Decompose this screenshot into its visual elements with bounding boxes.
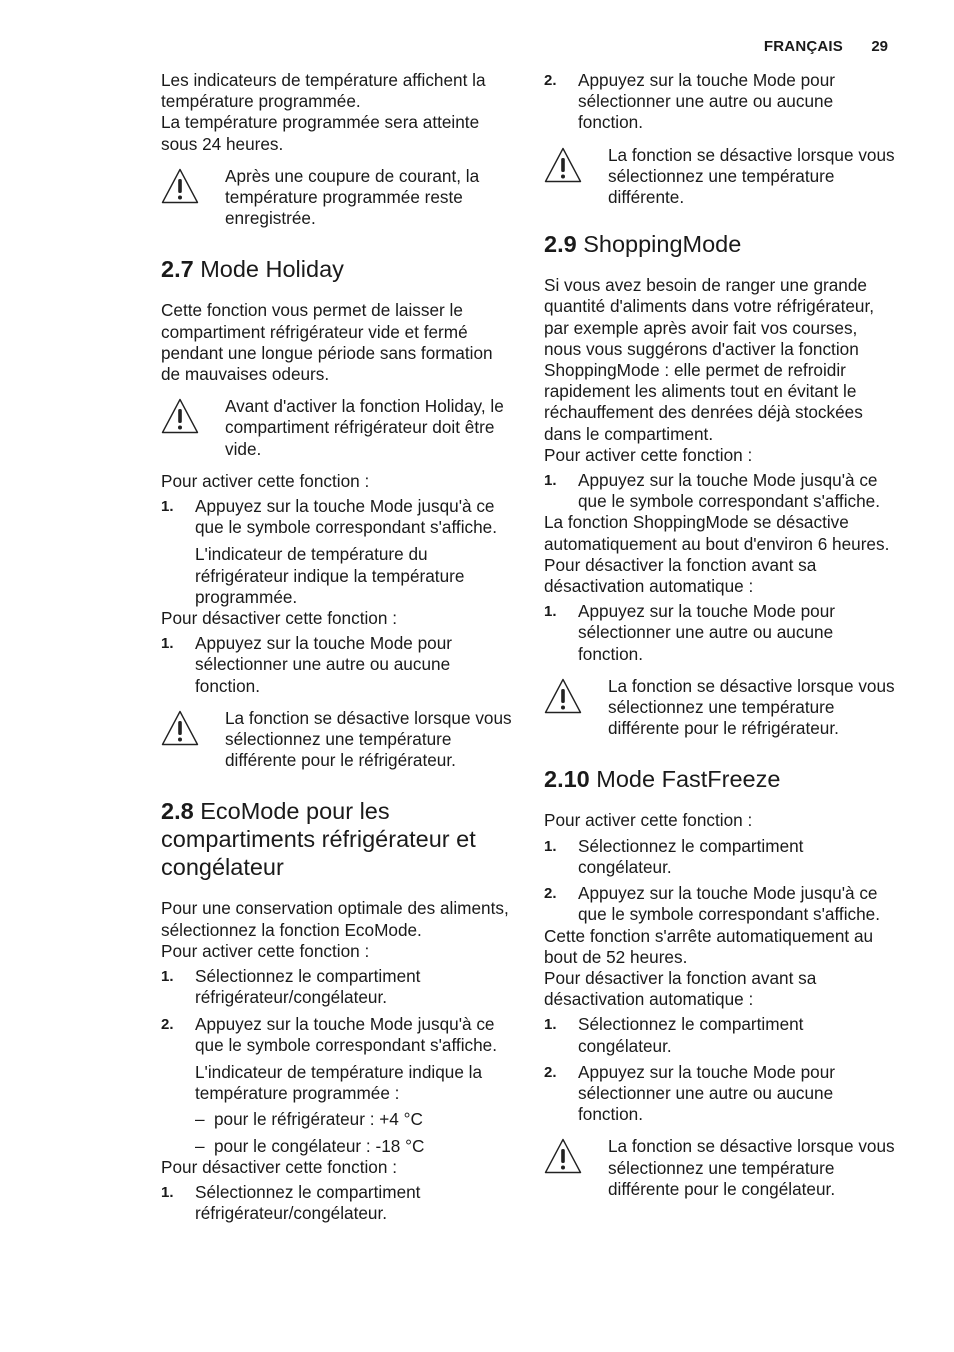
step-text: Sélectionnez le compartiment réfrigérateur/congélateur. (195, 966, 421, 1008)
dash-mark: – (195, 1109, 205, 1130)
intro-paragraph-1: Les indicateurs de température affichent la température programmée. (161, 70, 486, 112)
list-item (544, 836, 898, 878)
activate-label: Pour activer cette fonction : (161, 470, 370, 491)
warning-text: Avant d'activer la fonction Holiday, le compartiment réfrigérateur doit être vide. (225, 396, 504, 459)
deactivate-label: Pour désactiver la fonction avant sa désactivation automatique : (544, 554, 817, 597)
deactivate-steps (161, 1182, 515, 1224)
step-number: 1. (544, 1016, 557, 1034)
section-heading-2-7 (161, 255, 515, 283)
dash-text: pour le réfrigérateur : +4 °C (214, 1109, 423, 1130)
warning-triangle-icon (544, 1138, 582, 1174)
warning-box (544, 676, 898, 740)
deactivate-label: Pour désactiver cette fonction : (161, 608, 397, 629)
section-title: EcoMode pour les compartiments réfrigérateur et congélateur (161, 798, 476, 881)
list-item (544, 1014, 898, 1056)
activate-steps (544, 470, 898, 512)
warning-triangle-icon (161, 168, 199, 204)
dash-item (195, 1109, 515, 1130)
step-number: 1. (161, 635, 174, 653)
section-paragraph: Si vous avez besoin de ranger une grande quantité d'aliments dans votre réfrigérateur, par exemple après avoir fait vos courses, nous vous suggérons d'activer la fonction ShoppingMode : elle permet de refroidir rapidement les aliments tout en évitant le réchauffement des denrées déjà stockées dans le compartiment. (544, 275, 875, 444)
step-text: Appuyez sur la touche Mode jusqu'à ce que le symbole correspondant s'affiche. (195, 1013, 498, 1055)
step-text: Appuyez sur la touche Mode pour sélectionner une autre ou aucune fonction. (578, 601, 836, 664)
activate-label: Pour activer cette fonction : (544, 444, 753, 465)
step-number: 2. (544, 72, 557, 89)
warning-text: Après une coupure de courant, la température programmée reste enregistrée. (225, 165, 480, 229)
activate-label: Pour activer cette fonction : (544, 810, 753, 831)
warning-box (161, 166, 515, 230)
activate-steps (544, 836, 898, 926)
step-text: Sélectionnez le compartiment réfrigérateur/congélateur. (195, 1181, 421, 1224)
step-number: 1. (544, 603, 557, 621)
step-number: 1. (161, 968, 174, 986)
warning-text: La fonction se désactive lorsque vous sélectionnez une température différente pour le réfrigérateur. (225, 707, 512, 771)
section-number: 2.9 (544, 231, 577, 258)
step-number: 2. (544, 1063, 557, 1081)
right-column (544, 70, 898, 1200)
step-number: 1. (161, 1183, 174, 1201)
list-item (544, 70, 898, 134)
list-item (544, 601, 898, 665)
warning-triangle-icon (161, 398, 199, 434)
page-number: 29 (871, 38, 888, 55)
step-number: 2. (161, 1015, 174, 1033)
step-note: L'indicateur de température indique la température programmée : (195, 1061, 483, 1104)
continued-steps (544, 70, 898, 134)
warning-box (544, 1136, 898, 1200)
step-text: Sélectionnez le compartiment congélateur. (578, 1014, 804, 1056)
step-text: Appuyez sur la touche Mode pour sélectionner une autre ou aucune fonction. (195, 633, 453, 696)
list-item (161, 1182, 515, 1224)
list-item (161, 1014, 515, 1157)
step-text: Appuyez sur la touche Mode jusqu'à ce que le symbole correspondant s'affiche. (578, 883, 881, 925)
activate-steps (161, 496, 515, 608)
section-number: 2.10 (544, 766, 590, 793)
dash-text: pour le congélateur : -18 °C (214, 1135, 425, 1156)
warning-text: La fonction se désactive lorsque vous sélectionnez une température différente pour le réfrigérateur. (608, 675, 895, 739)
warning-text: La fonction se désactive lorsque vous sélectionnez une température différente pour le congélateur. (608, 1136, 895, 1199)
warning-box (544, 145, 898, 209)
warning-text: La fonction se désactive lorsque vous sélectionnez une température différente. (608, 144, 895, 208)
step-text: Appuyez sur la touche Mode jusqu'à ce que le symbole correspondant s'affiche. (195, 496, 498, 538)
activate-label: Pour activer cette fonction : (161, 940, 370, 961)
step-text: Appuyez sur la touche Mode pour sélectionner une autre ou aucune fonction. (578, 70, 836, 133)
warning-triangle-icon (544, 678, 582, 714)
intro-paragraph-2: La température programmée sera atteinte sous 24 heures. (161, 112, 480, 154)
warning-triangle-icon (161, 710, 199, 746)
step-number: 1. (161, 498, 174, 516)
warning-triangle-icon (544, 147, 582, 183)
warning-box (161, 396, 515, 460)
section-number: 2.8 (161, 798, 194, 825)
header-language: FRANÇAIS (763, 38, 843, 55)
deactivate-steps (544, 601, 898, 665)
left-column (161, 70, 515, 1229)
deactivate-steps (161, 633, 515, 697)
step-note: L'indicateur de température du réfrigérateur indique la température programmée. (195, 544, 465, 607)
section-paragraph: Pour une conservation optimale des aliments, sélectionnez la fonction EcoMode. (161, 898, 509, 940)
step-text: Sélectionnez le compartiment congélateur. (578, 835, 804, 877)
deactivate-label: Pour désactiver cette fonction : (161, 1156, 397, 1177)
auto-stop-text: La fonction ShoppingMode se désactive automatiquement au bout d'environ 6 heures. (544, 512, 890, 554)
list-item (161, 496, 515, 608)
step-number: 2. (544, 885, 557, 903)
step-text: Appuyez sur la touche Mode jusqu'à ce que le symbole correspondant s'affiche. (578, 470, 881, 512)
warning-box (161, 708, 515, 772)
section-number: 2.7 (161, 256, 194, 283)
deactivate-steps (544, 1014, 898, 1125)
activate-steps (161, 966, 515, 1157)
step-number: 1. (544, 472, 557, 490)
dash-item (195, 1136, 515, 1157)
step-text: Appuyez sur la touche Mode pour sélectionner une autre ou aucune fonction. (578, 1061, 836, 1125)
deactivate-label: Pour désactiver la fonction avant sa désactivation automatique : (544, 967, 817, 1010)
list-item (161, 633, 515, 697)
section-heading-2-10 (544, 765, 898, 793)
section-heading-2-9 (544, 230, 898, 258)
list-item (544, 883, 898, 925)
page-header (0, 38, 954, 60)
dash-mark: – (195, 1135, 205, 1156)
section-paragraph: Cette fonction vous permet de laisser le compartiment réfrigérateur vide et fermé pendant une longue période sans formation de mauvaises odeurs. (161, 300, 493, 385)
section-title: ShoppingMode (583, 231, 742, 258)
section-heading-2-8 (161, 797, 515, 881)
list-item (544, 1062, 898, 1126)
list-item (161, 966, 515, 1008)
list-item (544, 470, 898, 512)
section-title: Mode Holiday (200, 256, 344, 283)
auto-stop-text: Cette fonction s'arrête automatiquement au bout de 52 heures. (544, 925, 874, 967)
step-number: 1. (544, 837, 557, 855)
section-title: Mode FastFreeze (596, 766, 781, 793)
